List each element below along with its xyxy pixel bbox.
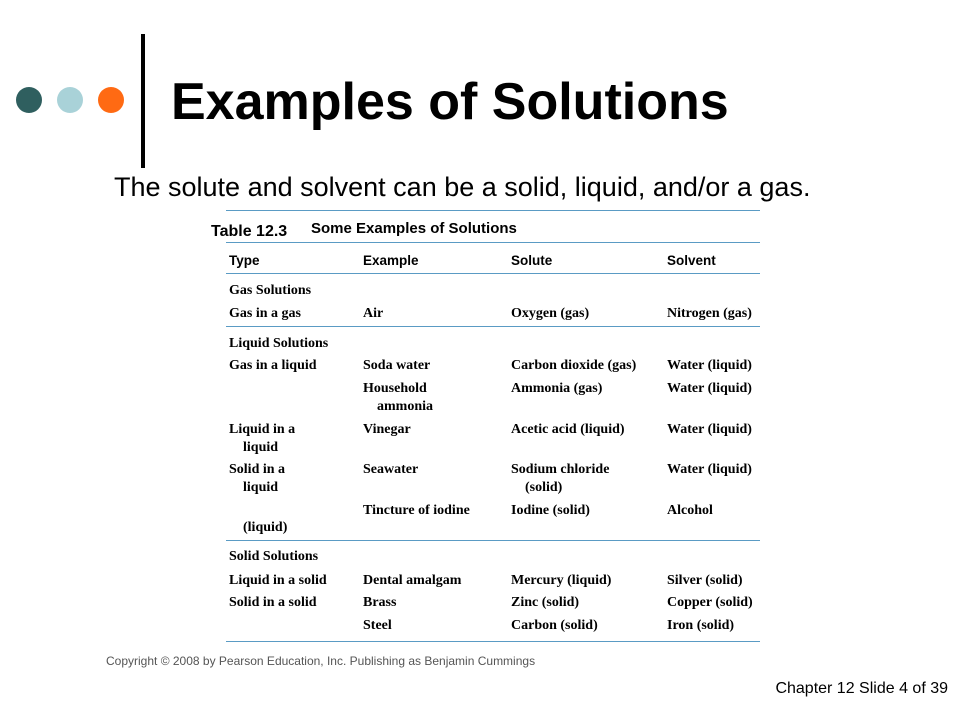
table-bottom-rule xyxy=(226,641,760,642)
table-cell: Ammonia (gas) xyxy=(511,381,603,396)
title-divider xyxy=(141,34,145,168)
table-cell: Water (liquid) xyxy=(667,358,752,373)
table-cell: Solid in a xyxy=(229,462,286,477)
table-cell: Liquid in a solid xyxy=(229,573,327,588)
table-cell: Zinc (solid) xyxy=(511,595,580,610)
slide-number: Chapter 12 Slide 4 of 39 xyxy=(775,680,948,697)
slide-title: Examples of Solutions xyxy=(171,73,729,131)
section-gas-solutions: Gas Solutions xyxy=(229,283,312,298)
table-caption: Some Examples of Solutions xyxy=(311,220,517,237)
table-cell: Carbon dioxide (gas) xyxy=(511,358,637,373)
decor-dot-orange xyxy=(98,87,124,113)
table-cell: Steel xyxy=(363,618,392,633)
table-cell: Water (liquid) xyxy=(667,422,752,437)
table-cell: Alcohol xyxy=(667,503,713,518)
decor-dot-light xyxy=(57,87,83,113)
table-cell: Brass xyxy=(363,595,397,610)
table-cell: Carbon (solid) xyxy=(511,618,598,633)
table-label: Table 12.3 xyxy=(211,223,288,240)
table-cell: Copper (solid) xyxy=(667,595,753,610)
table-cell: Silver (solid) xyxy=(667,573,743,588)
table-cell: Dental amalgam xyxy=(363,573,462,588)
table-cell: Vinegar xyxy=(363,422,411,437)
header-example: Example xyxy=(363,253,419,268)
table-cell: Solid in a solid xyxy=(229,595,317,610)
decor-dot-dark xyxy=(16,87,42,113)
table-cell: Iodine (solid) xyxy=(511,503,590,518)
section-divider xyxy=(226,540,760,541)
table-cell: Sodium chloride xyxy=(511,462,610,477)
header-type: Type xyxy=(229,253,260,268)
table-cell: Water (liquid) xyxy=(667,462,752,477)
table-cell: liquid xyxy=(243,440,279,455)
table-cell: Gas in a gas xyxy=(229,306,301,321)
table-cell: Iron (solid) xyxy=(667,618,735,633)
table-cell: Water (liquid) xyxy=(667,381,752,396)
table-cell: Tincture of iodine xyxy=(363,503,470,518)
header-solvent: Solvent xyxy=(667,253,716,268)
table-cell: Nitrogen (gas) xyxy=(667,306,752,321)
table-cell: Air xyxy=(363,306,384,321)
section-divider xyxy=(226,326,760,327)
header-solute: Solute xyxy=(511,253,553,268)
table-top-rule xyxy=(226,210,760,211)
table-cell: Mercury (liquid) xyxy=(511,573,612,588)
table-cell: Household xyxy=(363,381,427,396)
table-cell: (solid) xyxy=(525,480,563,495)
slide-body-text: The solute and solvent can be a solid, liquid, and/or a gas. xyxy=(114,172,811,202)
table-cell: Seawater xyxy=(363,462,419,477)
table-cell: liquid xyxy=(243,480,279,495)
table-cell: Gas in a liquid xyxy=(229,358,317,373)
table-cell: Acetic acid (liquid) xyxy=(511,422,625,437)
copyright-notice: Copyright © 2008 by Pearson Education, Inc. Publishing as Benjamin Cummings xyxy=(106,654,536,668)
table-cell: ammonia xyxy=(377,399,433,414)
table-cell: (liquid) xyxy=(243,520,288,535)
section-solid-solutions: Solid Solutions xyxy=(229,549,319,564)
table-cell: Soda water xyxy=(363,358,431,373)
section-liquid-solutions: Liquid Solutions xyxy=(229,336,329,351)
table-cell: Liquid in a xyxy=(229,422,296,437)
table-cell: Oxygen (gas) xyxy=(511,306,590,321)
